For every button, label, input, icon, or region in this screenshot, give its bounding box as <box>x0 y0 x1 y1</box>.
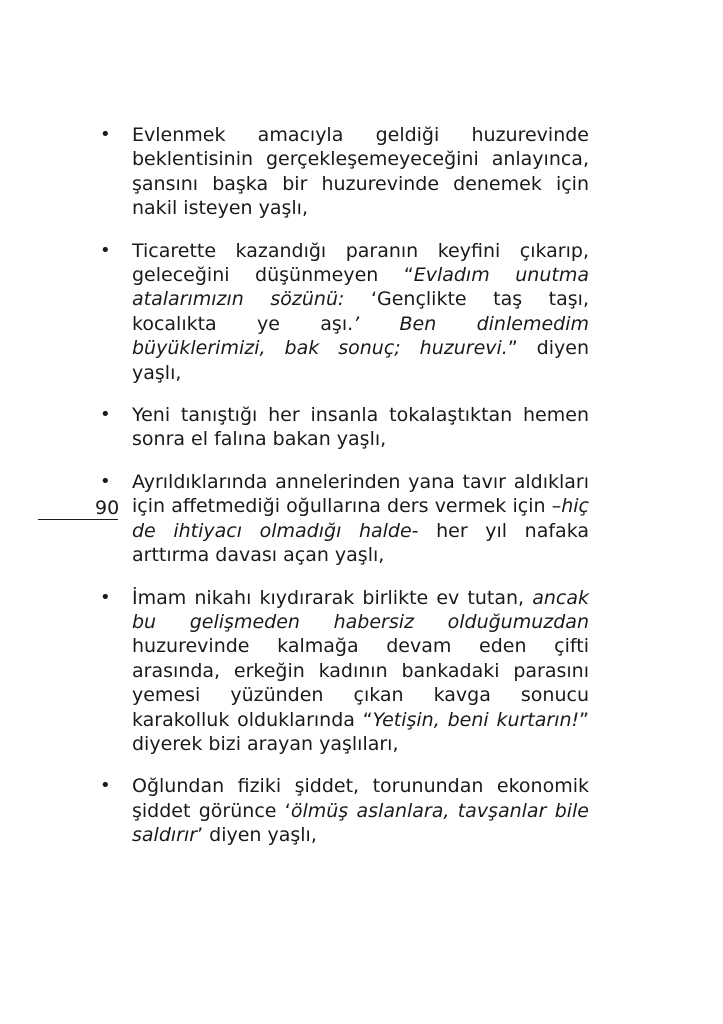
bullet-dot-icon: • <box>100 775 111 797</box>
bullet-dot-icon: • <box>100 124 111 145</box>
text-segment: ’ diyen yaşlı, <box>197 824 317 847</box>
list-item <box>100 403 589 452</box>
text-segment: ” diyen yaşlı, <box>132 337 589 384</box>
text-segment: Ayrıldıklarında annelerinden yana tavır aldıkları için affetmediği oğullarına ders vermek için – <box>132 470 589 518</box>
italic-text-segment: hiç de ihtiyacı olmadığı halde <box>132 495 589 542</box>
italic-text-segment: ’ Ben dinlemedim büyüklerimizi, bak sonuç; huzurevi. <box>132 312 589 360</box>
text-segment: Yeni tanıştığı her insanla tokalaştıktan hemen sonra el falına bakan yaşlı, <box>132 404 589 451</box>
page-number: 90 <box>95 497 120 519</box>
text-segment: huzurevinde kalmağa devam eden çifti arasında, erkeğin kadının bankadaki parasını yemesi yüzünden çıkan kavga sonucu karakolluk olduklarında “ <box>132 635 589 731</box>
bullet-dot-icon: • <box>100 470 111 492</box>
text-segment: ‘Gençlikte taş taşı, kocalıkta ye aşı. <box>132 288 589 335</box>
page-number-rule <box>38 519 118 520</box>
text-segment: ” diyerek bizi arayan yaşlıları, <box>132 708 589 755</box>
bullet-dot-icon: • <box>100 239 111 261</box>
italic-text-segment: Evladım unutma atalarımızın sözünü: <box>132 264 589 311</box>
bullet-dot-icon: • <box>100 586 111 608</box>
text-segment: Evlenmek amacıyla geldiği huzurevinde beklentisinin gerçekleşemeyeceğini anlayınca, şansını başka bir huzurevinde denemek için nakil isteyen yaşlı, <box>132 124 589 220</box>
list-item <box>100 774 589 847</box>
bullet-dot-icon: • <box>100 404 111 426</box>
text-segment: Oğlundan fiziki şiddet, torunundan ekonomik şiddet görünce ‘ <box>132 775 589 822</box>
text-segment: Ticarette kazandığı paranın keyfini çıkarıp, geleceğini düşünmeyen “ <box>132 239 589 287</box>
text-segment: - her yıl nafaka arttırma davası açan yaşlı, <box>132 519 590 567</box>
list-item <box>100 123 589 221</box>
italic-text-segment: ancak bu gelişmeden habersiz olduğumuzdan <box>132 586 589 633</box>
text-segment: İmam nikahı kıydırarak birlikte ev tutan, <box>132 586 533 609</box>
list-item <box>100 239 589 385</box>
italic-text-segment: ölmüş aslanlara, tavşanlar bile saldırır <box>132 799 589 847</box>
list-item <box>100 586 589 757</box>
italic-text-segment: Yetişin, beni kurtarın! <box>372 708 580 731</box>
